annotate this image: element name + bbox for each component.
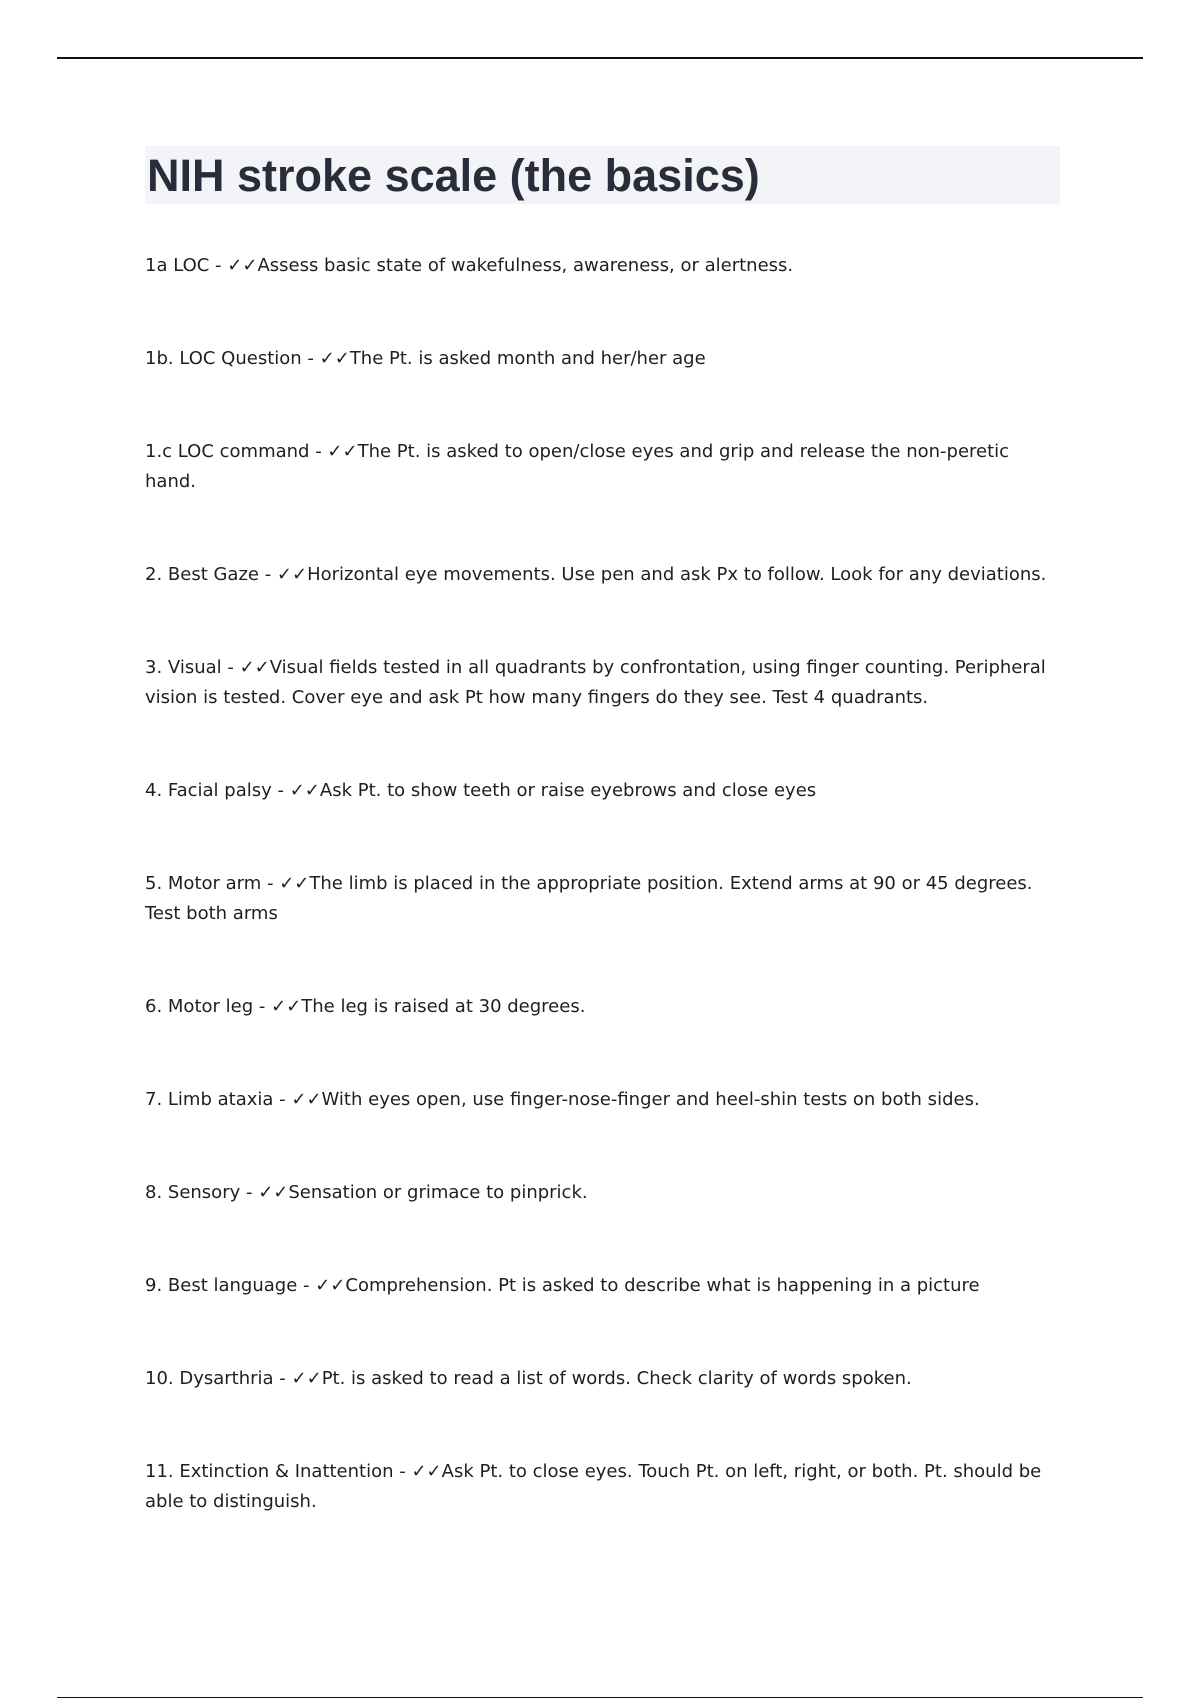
entry-5 [145, 869, 1060, 929]
entry-term: 11. Extinction & Inattention [145, 1461, 394, 1482]
entry-11 [145, 1457, 1060, 1517]
title-band [145, 146, 1060, 204]
entry-separator: - ✓✓ [393, 1461, 442, 1482]
entry-separator: - ✓✓ [261, 873, 310, 894]
entry-definition: The leg is raised at 30 degrees. [301, 996, 586, 1017]
entry-9 [145, 1271, 1060, 1301]
page-title: NIH stroke scale (the basics) [147, 149, 760, 201]
entry-term: 2. Best Gaze [145, 564, 259, 585]
entry-separator: - ✓✓ [271, 780, 320, 801]
entry-7 [145, 1085, 1060, 1115]
entry-term: 7. Limb ataxia [145, 1089, 274, 1110]
entry-term: 9. Best language [145, 1275, 298, 1296]
entry-definition: The Pt. is asked month and her/her age [349, 348, 706, 369]
entry-term: 1a LOC [145, 255, 210, 276]
entry-8 [145, 1178, 1060, 1208]
entry-term: 1b. LOC Question [145, 348, 302, 369]
entry-term: 8. Sensory [145, 1182, 241, 1203]
entry-term: 1.c LOC command [145, 441, 310, 462]
entry-definition: The Pt. is asked to open/close eyes and grip and release the non-peretic hand. [145, 441, 1010, 492]
entry-4 [145, 776, 1060, 806]
entry-separator: - ✓✓ [273, 1368, 322, 1389]
entry-term: 10. Dysarthria [145, 1368, 274, 1389]
entry-definition: Sensation or grimace to pinprick. [288, 1182, 588, 1203]
entry-6 [145, 992, 1060, 1022]
entry-definition: Visual fields tested in all quadrants by confrontation, using finger counting. Peripheral vision is tested. Cover eye and ask Pt how many fingers do they see. Test 4 quadrants. [145, 657, 1046, 708]
entry-term: 5. Motor arm [145, 873, 262, 894]
entry-term: 3. Visual [145, 657, 222, 678]
document-body [145, 146, 1060, 1517]
entry-definition: Comprehension. Pt is asked to describe what is happening in a picture [345, 1275, 980, 1296]
entry-definition: Ask Pt. to close eyes. Touch Pt. on left, right, or both. Pt. should be able to distinguish. [145, 1461, 1042, 1512]
entry-separator: - ✓✓ [273, 1089, 322, 1110]
entry-definition: Ask Pt. to show teeth or raise eyebrows and close eyes [319, 780, 817, 801]
entry-10 [145, 1364, 1060, 1394]
top-rule [57, 57, 1143, 59]
entry-1c [145, 437, 1060, 497]
entry-definition: Pt. is asked to read a list of words. Check clarity of words spoken. [321, 1368, 912, 1389]
entry-1b [145, 344, 1060, 374]
entry-3 [145, 653, 1060, 713]
entry-separator: - ✓✓ [258, 564, 308, 585]
entry-separator: - ✓✓ [253, 996, 302, 1017]
entry-separator: - ✓✓ [221, 657, 270, 678]
entry-definition: With eyes open, use finger-nose-finger and heel-shin tests on both sides. [321, 1089, 980, 1110]
entry-separator: - ✓✓ [240, 1182, 289, 1203]
entry-definition: Horizontal eye movements. Use pen and ask Px to follow. Look for any deviations. [307, 564, 1047, 585]
entry-definition: Assess basic state of wakefulness, awareness, or alertness. [257, 255, 794, 276]
entry-definition: The limb is placed in the appropriate position. Extend arms at 90 or 45 degrees. Test both arms [145, 873, 1033, 924]
entry-1a [145, 251, 1060, 281]
entry-separator: - ✓✓ [297, 1275, 346, 1296]
bottom-rule [57, 1697, 1143, 1698]
entry-separator: - ✓✓ [301, 348, 350, 369]
entry-term: 4. Facial palsy [145, 780, 272, 801]
entry-2 [145, 560, 1060, 590]
entry-term: 6. Motor leg [145, 996, 254, 1017]
entry-separator: - ✓✓ [209, 255, 258, 276]
entry-separator: - ✓✓ [309, 441, 358, 462]
